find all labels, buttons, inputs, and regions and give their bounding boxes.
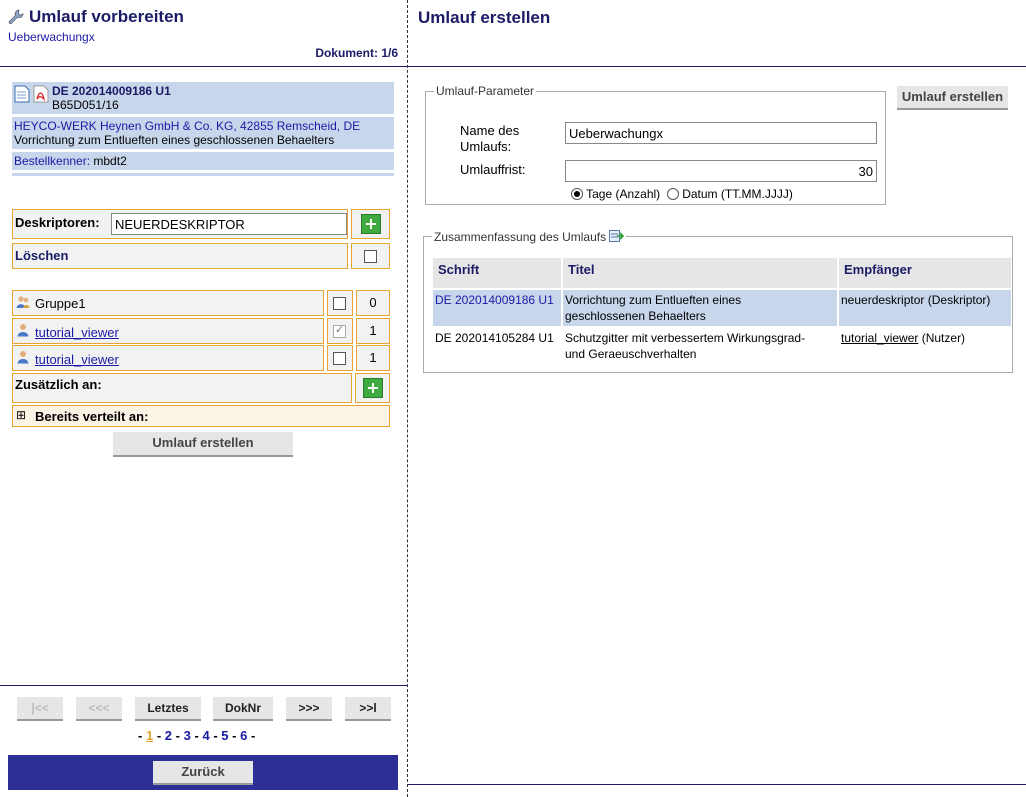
recipient-link[interactable]: tutorial_viewer — [841, 331, 919, 345]
page-sep: - — [175, 728, 180, 743]
title-text: Umlauf vorbereiten — [29, 7, 184, 26]
titel-line1: Schutzgitter mit verbessertem Wirkungsgrad- — [565, 331, 806, 345]
subtitle: Ueberwachungx — [8, 30, 95, 44]
descriptors-row — [12, 209, 348, 239]
page-link-3[interactable]: 3 — [183, 728, 191, 743]
delete-checkbox[interactable] — [364, 250, 377, 263]
page-sep: - — [156, 728, 162, 743]
group-icon — [16, 295, 30, 309]
order-row — [12, 152, 394, 170]
document-applicant: HEYCO-WERK Heynen GmbH & Co. KG, 42855 Remscheid, DE — [14, 119, 361, 133]
recipient-type: (Deskriptor) — [927, 293, 991, 307]
recipient-checkbox-cell — [327, 318, 353, 344]
create-circulation-button-left[interactable]: Umlauf erstellen — [113, 432, 293, 457]
recipient-checkbox[interactable] — [333, 352, 346, 365]
deadline-input[interactable] — [565, 160, 877, 182]
deadline-label: Umlauffrist: — [460, 162, 526, 177]
deadline-type-options — [571, 187, 793, 201]
pager-docnr-button[interactable]: DokNr — [213, 697, 273, 721]
document-title: Vorrichtung zum Entlueften eines geschlossenen Behaelters — [14, 133, 335, 147]
recipient-count: 1 — [356, 318, 390, 344]
order-label: Bestellkenner: — [14, 154, 91, 168]
name-label — [460, 123, 519, 155]
pager-prev-button[interactable]: <<< — [76, 697, 122, 721]
titel-line1: Vorrichtung zum Entlueften eines — [565, 293, 742, 307]
name-label-line2: Umlaufs: — [460, 139, 512, 154]
recipient-checkbox-cell — [327, 290, 353, 316]
name-label-line1: Name des — [460, 123, 520, 138]
pager-last-button[interactable]: Letztes — [135, 697, 201, 721]
page-sep: - — [232, 728, 237, 743]
recipient-link[interactable]: tutorial_viewer — [35, 352, 119, 367]
add-descriptor-cell — [351, 209, 390, 239]
document-header-row — [12, 82, 394, 114]
table-row — [433, 328, 1011, 364]
recipient-row — [12, 345, 324, 371]
summary-legend-text: Zusammenfassung des Umlaufs — [434, 230, 607, 244]
cell-titel — [563, 290, 837, 326]
document-details-row — [12, 117, 394, 149]
document-code: B65D051/16 — [52, 98, 119, 112]
cell-empfaenger — [839, 290, 1011, 326]
delete-label: Löschen — [15, 248, 69, 263]
radio-date-label: Datum (TT.MM.JJJJ) — [682, 187, 793, 201]
radio-days[interactable] — [571, 188, 583, 200]
page-link-5[interactable]: 5 — [221, 728, 229, 743]
pager-first-button[interactable]: |<< — [17, 697, 63, 721]
column-header: Empfänger — [839, 258, 1011, 288]
left-panel — [0, 0, 407, 797]
table-header — [433, 258, 1011, 288]
recipient-name: Gruppe1 — [35, 296, 86, 311]
additional-label: Zusätzlich an: — [15, 377, 102, 392]
wrench-icon — [8, 9, 24, 25]
page-link-1[interactable]: 1 — [145, 728, 154, 743]
delete-row — [12, 243, 348, 269]
recipient-row — [12, 290, 324, 316]
user-icon — [16, 350, 30, 364]
order-value: mbdt2 — [93, 154, 127, 168]
page-title-left — [8, 7, 184, 27]
pdf-icon[interactable] — [33, 85, 49, 103]
page-sep: - — [250, 728, 256, 743]
page-links — [138, 728, 255, 743]
page-link-6[interactable]: 6 — [240, 728, 248, 743]
divider-line — [0, 66, 407, 67]
page-title-right: Umlauf erstellen — [418, 8, 551, 27]
summary-legend — [432, 229, 626, 244]
cell-schrift: DE 202014105284 U1 — [435, 331, 554, 345]
cell-titel — [563, 328, 837, 364]
back-button[interactable]: Zurück — [153, 761, 253, 785]
titel-line2: geschlossenen Behaelters — [565, 309, 706, 323]
divider-line — [0, 685, 407, 686]
recipient-checkbox[interactable] — [333, 325, 346, 338]
pager-next-button[interactable]: >>> — [286, 697, 332, 721]
table-row — [433, 290, 1011, 326]
page-sep: - — [138, 728, 143, 743]
doc-block-end — [12, 173, 394, 176]
document-id: DE 202014009186 U1 — [52, 84, 171, 98]
titel-line2: und Geraeuschverhalten — [565, 347, 697, 361]
footer-bar — [8, 755, 398, 790]
page-link-2[interactable]: 2 — [164, 728, 173, 743]
divider-line — [408, 66, 1026, 67]
add-recipient-cell — [355, 373, 390, 403]
document-icon[interactable] — [14, 85, 30, 103]
column-header: Schrift — [433, 258, 561, 288]
export-icon[interactable] — [609, 229, 624, 243]
user-icon — [16, 323, 30, 337]
circulation-summary — [423, 229, 1013, 373]
parameters-legend: Umlauf-Parameter — [436, 84, 535, 98]
cell-empfaenger — [839, 328, 1011, 364]
expand-icon[interactable]: ⊞ — [16, 408, 27, 422]
recipient-name: neuerdeskriptor — [841, 293, 925, 307]
descriptors-input[interactable] — [111, 213, 347, 235]
cell-schrift: DE 202014009186 U1 — [433, 290, 561, 326]
document-info — [12, 82, 394, 176]
radio-date[interactable] — [667, 188, 679, 200]
page-sep: - — [194, 728, 199, 743]
document-counter: Dokument: 1/6 — [315, 46, 398, 60]
add-recipient-button[interactable] — [363, 378, 383, 398]
divider-line — [408, 784, 1026, 785]
additional-row — [12, 373, 352, 403]
recipient-type: (Nutzer) — [921, 331, 966, 345]
right-panel — [408, 0, 1026, 797]
summary-table — [431, 256, 1013, 366]
page-sep: - — [213, 728, 218, 743]
column-header: Titel — [563, 258, 837, 288]
create-circulation-button-right[interactable]: Umlauf erstellen — [897, 86, 1008, 110]
circulation-name-input[interactable] — [565, 122, 877, 144]
recipient-checkbox[interactable] — [333, 297, 346, 310]
radio-days-label: Tage (Anzahl) — [586, 187, 661, 201]
recipient-checkbox-cell — [327, 345, 353, 371]
descriptors-label: Deskriptoren: — [15, 215, 100, 230]
already-distributed-row[interactable] — [12, 405, 390, 427]
recipient-row — [12, 318, 324, 344]
recipient-link[interactable]: tutorial_viewer — [35, 325, 119, 340]
delete-checkbox-cell — [351, 243, 390, 269]
recipient-count: 0 — [356, 290, 390, 316]
page-link-4[interactable]: 4 — [202, 728, 210, 743]
already-distributed-label: Bereits verteilt an: — [35, 409, 149, 424]
pager-end-button[interactable]: >>l — [345, 697, 391, 721]
circulation-parameters — [425, 84, 886, 205]
recipient-count: 1 — [356, 345, 390, 371]
add-descriptor-button[interactable] — [361, 214, 381, 234]
